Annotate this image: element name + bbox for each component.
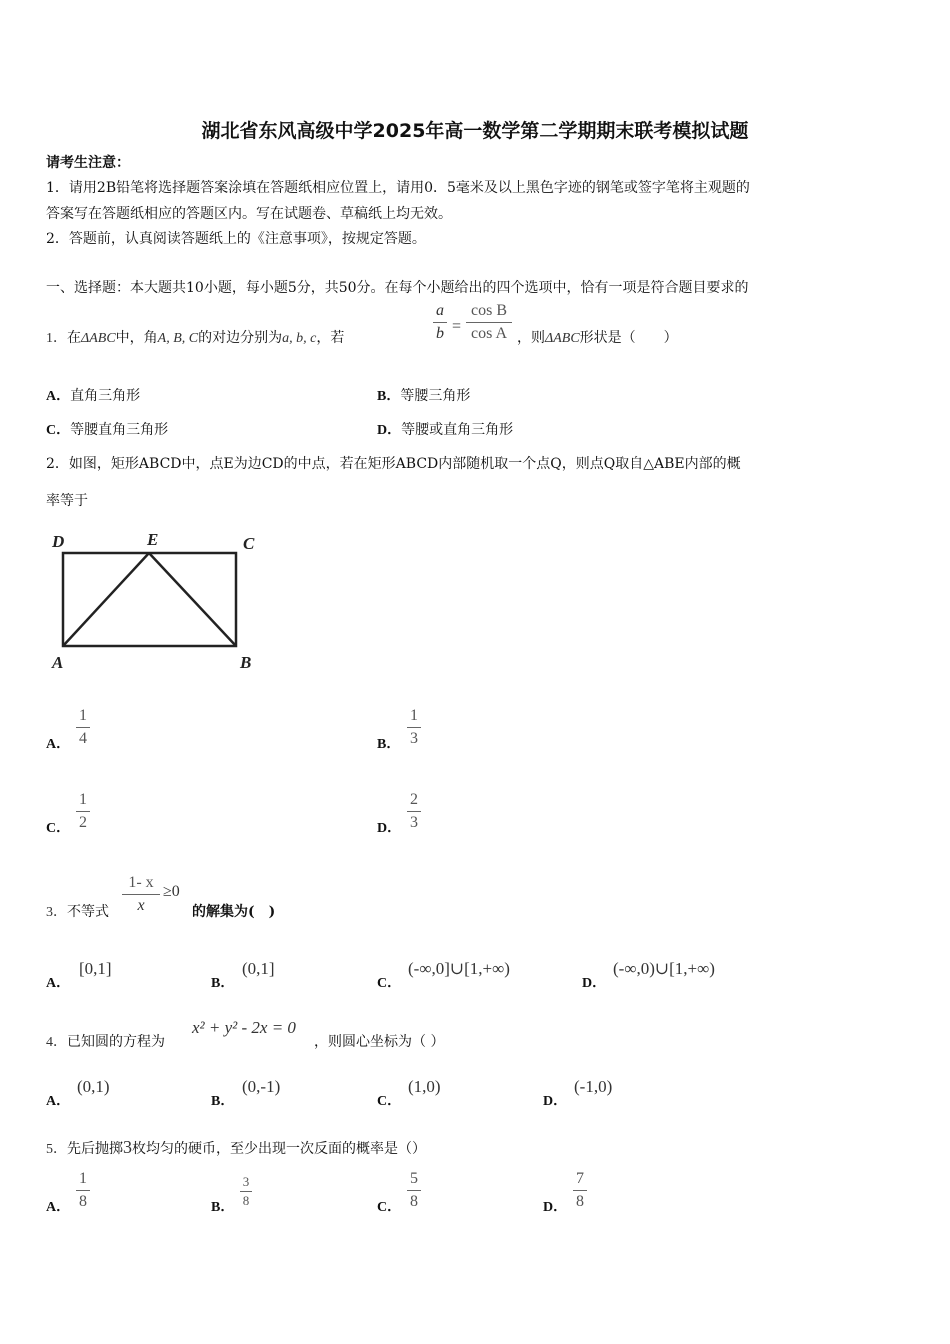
- q1-option-c[interactable]: C．等腰直角三角形: [46, 422, 169, 438]
- q1-option-d[interactable]: D．等腰或直角三角形: [377, 422, 514, 438]
- q2-option-c-fraction[interactable]: 1 2: [76, 791, 90, 832]
- q2-option-d-fraction[interactable]: 2 3: [407, 791, 421, 832]
- q5-option-a-label[interactable]: A．: [46, 1200, 71, 1215]
- q4-option-d-value[interactable]: (-1,0): [574, 1077, 613, 1096]
- q3-option-c[interactable]: C．: [377, 976, 402, 991]
- rectangle-abcd-figure: [40, 526, 280, 676]
- q4-option-c-value[interactable]: (1,0): [408, 1077, 441, 1096]
- q4-equation: x² + y² - 2x = 0: [192, 1018, 296, 1037]
- label-a: A: [52, 653, 64, 672]
- q4-option-a[interactable]: A．: [46, 1094, 71, 1109]
- q2-option-c-label[interactable]: C．: [46, 821, 71, 836]
- q3-fraction: 1- x x: [122, 874, 160, 915]
- q1-option-b[interactable]: B．等腰三角形: [377, 388, 471, 404]
- question-5: 5．先后抛掷3枚均匀的硬币，至少出现一次反面的概率是（）: [46, 1137, 426, 1157]
- label-d: D: [52, 532, 65, 551]
- q4-option-c[interactable]: C．: [377, 1094, 402, 1109]
- notice-heading: 请考生注意：: [46, 155, 130, 171]
- question-4-tail: ，则圆心坐标为（ ）: [314, 1034, 445, 1050]
- q5-option-d-label[interactable]: D．: [543, 1200, 568, 1215]
- q3-ge-zero: ≥0: [163, 883, 180, 900]
- segment-ae: [63, 553, 149, 646]
- question-2-line-2: 率等于: [46, 493, 88, 509]
- notice-line-2: 2．答题前，认真阅读答题纸上的《注意事项》，按规定答题。: [46, 231, 426, 247]
- question-1: 1．在ΔABC中，角A, B, C的对边分别为a, b, c，若: [46, 330, 345, 346]
- q5-option-c-fraction[interactable]: 5 8: [407, 1170, 421, 1211]
- q5-option-c-label[interactable]: C．: [377, 1200, 402, 1215]
- q4-option-d[interactable]: D．: [543, 1094, 568, 1109]
- page-title: 湖北省东风高级中学2025年高一数学第二学期期末联考模拟试题: [201, 120, 749, 142]
- q5-option-a-fraction[interactable]: 1 8: [76, 1170, 90, 1211]
- q3-option-a-value[interactable]: [0,1]: [79, 959, 112, 978]
- q2-option-b-label[interactable]: B．: [377, 737, 401, 752]
- q4-option-b-value[interactable]: (0,-1): [242, 1077, 281, 1096]
- q3-option-b[interactable]: B．: [211, 976, 235, 991]
- rectangle-abcd: [63, 553, 236, 646]
- q1-number: 1．: [46, 331, 67, 346]
- q3-option-b-value[interactable]: (0,1]: [242, 959, 275, 978]
- q3-option-a[interactable]: A．: [46, 976, 71, 991]
- q1-fraction-cos: cos B cos A: [466, 302, 512, 343]
- q5-option-d-fraction[interactable]: 7 8: [573, 1170, 587, 1211]
- q3-option-d[interactable]: D．: [582, 976, 607, 991]
- q3-option-d-value[interactable]: (-∞,0)∪[1,+∞): [613, 959, 715, 978]
- q2-option-b-fraction[interactable]: 1 3: [407, 707, 421, 748]
- question-3-tail: 的解集为( ): [192, 904, 276, 920]
- q4-option-b[interactable]: B．: [211, 1094, 235, 1109]
- q1-fraction-a-b: a b: [433, 302, 447, 343]
- label-c: C: [243, 534, 255, 553]
- segment-be: [149, 553, 236, 646]
- notice-line-1a: 1．请用2B铅笔将选择题答案涂填在答题纸相应位置上，请用0．5毫米及以上黑色字迹的钢笔或签字笔将主观题的: [46, 180, 750, 196]
- label-b: B: [240, 653, 252, 672]
- q2-option-a-label[interactable]: A．: [46, 737, 71, 752]
- q4-option-a-value[interactable]: (0,1): [77, 1077, 110, 1096]
- notice-line-1b: 答案写在答题纸相应的答题区内。写在试题卷、草稿纸上均无效。: [46, 206, 452, 222]
- q2-option-a-fraction[interactable]: 1 4: [76, 707, 90, 748]
- q1-equals: =: [452, 318, 462, 335]
- q5-option-b-label[interactable]: B．: [211, 1200, 235, 1215]
- question-3-lead: 3．不等式: [46, 904, 109, 920]
- question-2-line-1: 2．如图，矩形ABCD中，点E为边CD的中点，若在矩形ABCD内部随机取一个点Q，则点Q取自△ABE内部的概: [46, 456, 741, 472]
- question-4-lead: 4．已知圆的方程为: [46, 1034, 165, 1050]
- section-heading: 一、选择题：本大题共10小题，每小题5分，共50分。在每个小题给出的四个选项中，恰有一项是符合题目要求的: [46, 280, 749, 296]
- label-e: E: [147, 530, 159, 549]
- q3-option-c-value[interactable]: (-∞,0]∪[1,+∞): [408, 959, 510, 978]
- q1-option-a[interactable]: A．直角三角形: [46, 388, 141, 404]
- q2-option-d-label[interactable]: D．: [377, 821, 402, 836]
- q5-option-b-fraction[interactable]: 3 8: [240, 1175, 252, 1208]
